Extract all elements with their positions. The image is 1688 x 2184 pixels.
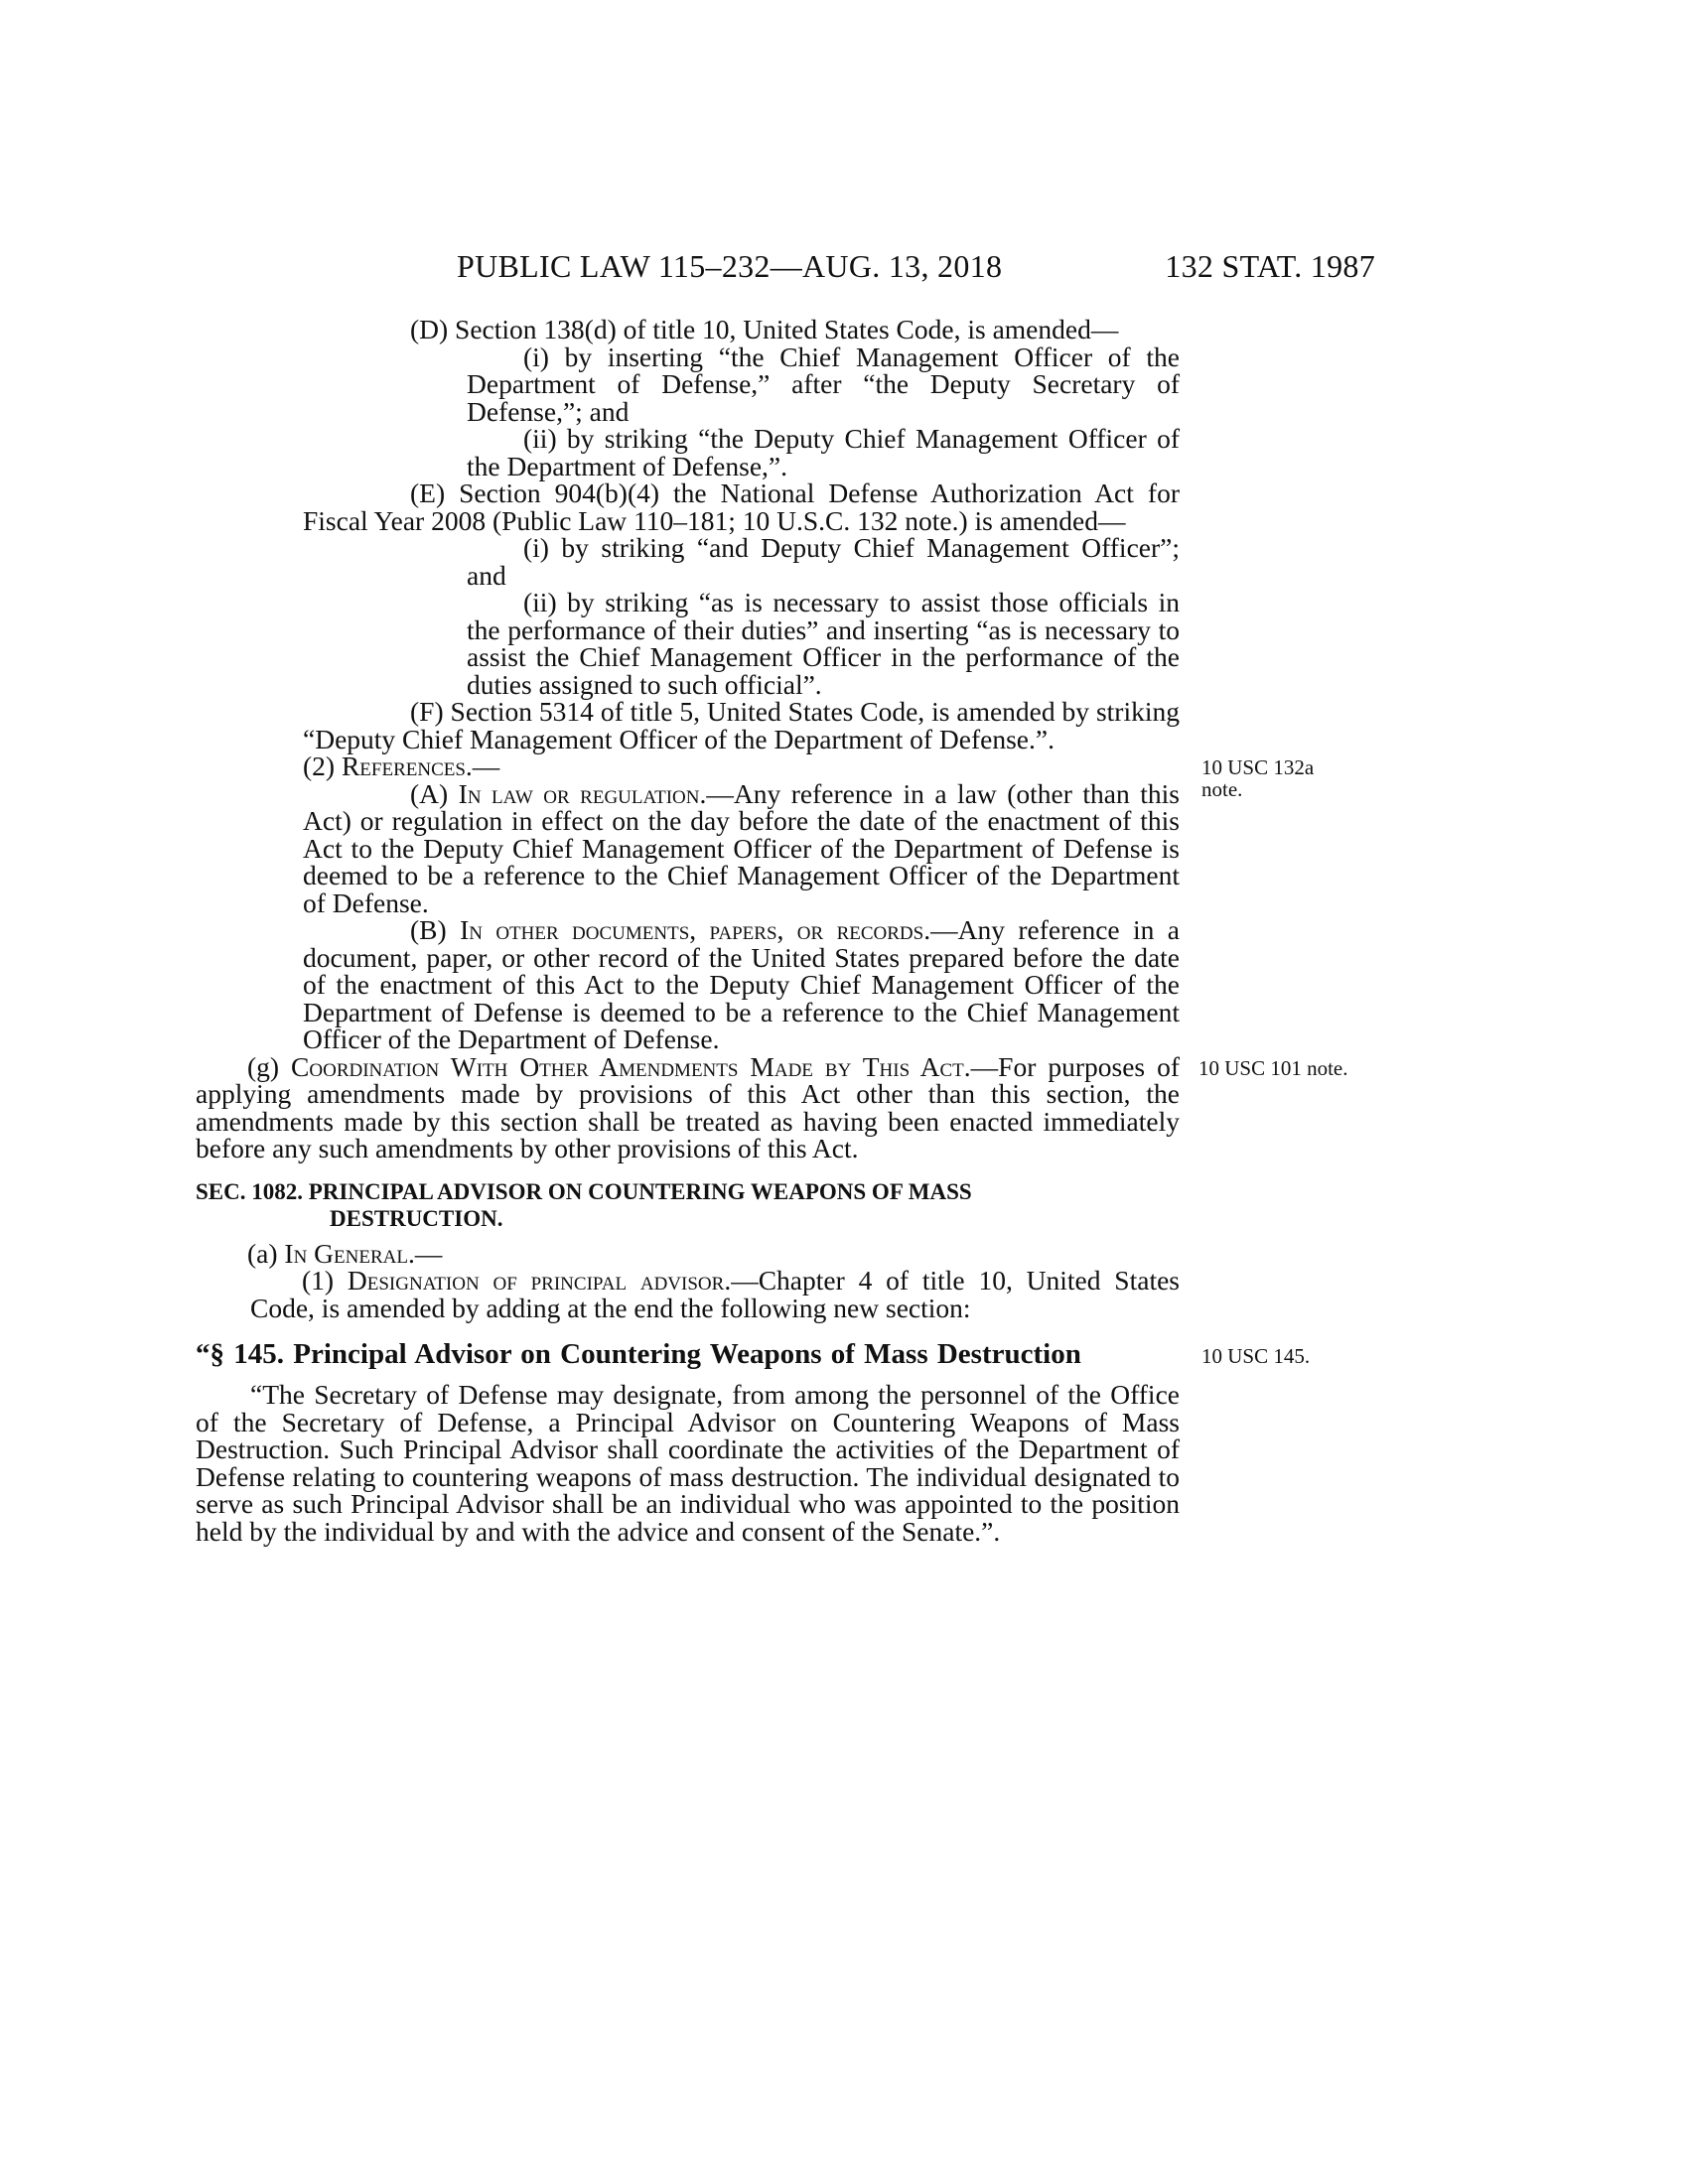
para-a-in-general: (a) In General.— (247, 1237, 443, 1269)
margin-note-145: 10 USC 145. (1201, 1344, 1311, 1368)
para-2-references: (2) References.— (303, 751, 500, 781)
running-header (457, 248, 1375, 285)
para-E-i: (i) by striking “and Deputy Chief Management Officer”; and (467, 532, 1180, 591)
body-text (196, 314, 1180, 1547)
para-D-i: (i) by inserting “the Chief Management Officer of the Department of Defense,” after “the Deputy Secretary of Defense,”; and (467, 341, 1180, 427)
para-2-A: (A) In law or regulation.—Any reference in a law (other than this Act) or regulation in effect on the day before the date of the enactment of this Act to the Deputy Chief Management Officer of the Department of Defense is deemed to be a reference to the Chief Management Officer of the Department of Defense. (303, 777, 1180, 918)
section-145-text: “The Secretary of Defense may designate, from among the personnel of the Office of the Secretary of Defense, a Principal Advisor on Countering Weapons of Mass Destruction. Such Principal Advisor shall coordinate the activities of the Department of Defense relating to countering weapons of mass destruction. The individual designated to serve as such Principal Advisor shall be an individual who was appointed to the position held by the individual by and with the advice and consent of the Senate.”. (196, 1379, 1180, 1547)
para-E-ii: (ii) by striking “as is necessary to assist those officials in the performance of their duties” and inserting “as is necessary to assist the Chief Management Officer in the performance of the duties assigned to such official”. (467, 587, 1180, 700)
para-D: (D) Section 138(d) of title 10, United States Code, is amended— (410, 314, 1119, 344)
section-145-heading: “§ 145. Principal Advisor on Countering Weapons of Mass Destruction (196, 1338, 1081, 1370)
margin-note-101: 10 USC 101 note. (1198, 1056, 1348, 1080)
section-1082-heading: SEC. 1082. PRINCIPAL ADVISOR ON COUNTERING WEAPONS OF MASS DESTRUCTION. (196, 1178, 972, 1231)
para-E: (E) Section 904(b)(4) the National Defense Authorization Act for Fiscal Year 2008 (Public Law 110–181; 10 U.S.C. 132 note.) is amended— (303, 478, 1180, 536)
para-g: (g) Coordination With Other Amendments Made by This Act.—For purposes of applying amendments made by provisions of this Act other than this section, the amendments made by this section shall be treated as having been enacted immediately before any such amendments by other provisions of this Act. (196, 1050, 1180, 1163)
para-F: (F) Section 5314 of title 5, United States Code, is amended by striking “Deputy Chief Management Officer of the Department of Defense.”. (303, 696, 1180, 754)
para-2-B: (B) In other documents, papers, or records.—Any reference in a document, paper, or other record of the United States prepared before the date of the enactment of this Act to the Deputy Chief Management Officer of the Department of Defense is deemed to be a reference to the Chief Management Officer of the Department of Defense. (303, 914, 1180, 1054)
margin-note-132a: 10 USC 132a note. (1201, 755, 1315, 801)
para-1-designation: (1) Designation of principal advisor.—Chapter 4 of title 10, United States Code, is amended by adding at the end the following new section: (250, 1265, 1180, 1323)
header-public-law: PUBLIC LAW 115–232—AUG. 13, 2018 (457, 248, 1003, 284)
header-stat-page: 132 STAT. 1987 (1165, 248, 1375, 284)
para-D-ii: (ii) by striking “the Deputy Chief Management Officer of the Department of Defense,”. (467, 423, 1180, 481)
